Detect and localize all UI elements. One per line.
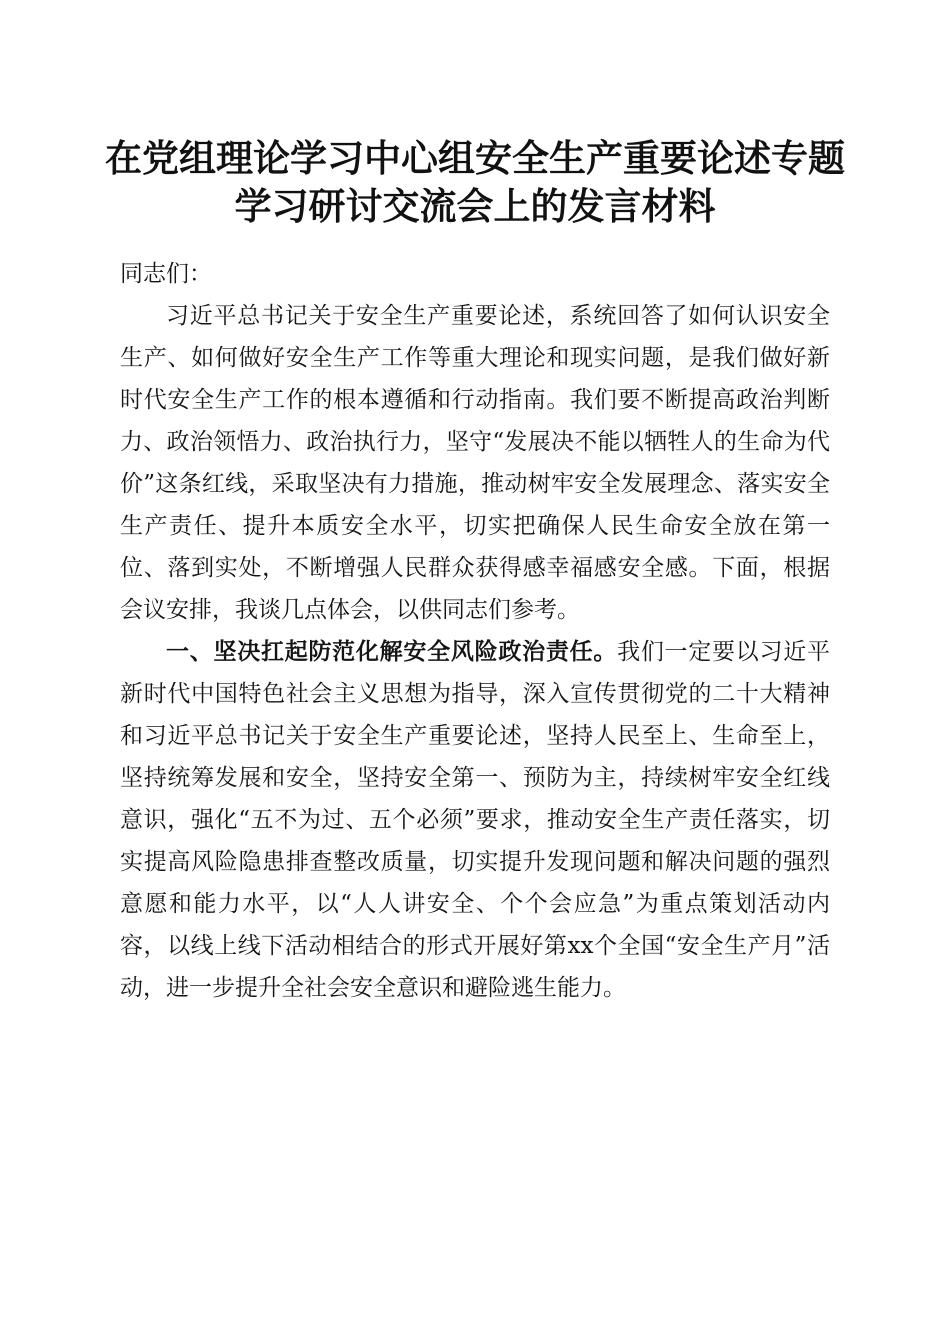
document-body: [120, 253, 830, 1009]
paragraph-section-1: [120, 631, 830, 1009]
section-1-heading: 一、坚决扛起防范化解安全风险政治责任。: [166, 639, 618, 665]
section-1-text: 我们一定要以习近平新时代中国特色社会主义思想为指导，深入宣传贯彻党的二十大精神和习近平总书记关于安全生产重要论述，坚持人民至上、生命至上，坚持统筹发展和安全，坚持安全第一、预防为主，持续树牢安全红线意识，强化“五不为过、五个必须”要求，推动安全生产责任落实，切实提高风险隐患排查整改质量，切实提升发现问题和解决问题的强烈意愿和能力水平，以“人人讲安全、个个会应急”为重点策划活动内容，以线上线下活动相结合的形式开展好第xx个全国“安全生产月”活动，进一步提升全社会安全意识和避险逃生能力。: [120, 639, 831, 1001]
paragraph-intro: 习近平总书记关于安全生产重要论述，系统回答了如何认识安全生产、如何做好安全生产工作等重大理论和现实问题，是我们做好新时代安全生产工作的根本遵循和行动指南。我们要不断提高政治判断力、政治领悟力、政治执行力，坚守“发展决不能以牺牲人的生命为代价”这条红线，采取坚决有力措施，推动树牢安全发展理念、落实安全生产责任、提升本质安全水平，切实把确保人民生命安全放在第一位、落到实处，不断增强人民群众获得感幸福感安全感。下面，根据会议安排，我谈几点体会，以供同志们参考。: [120, 303, 830, 623]
title-line-1: 在党组理论学习中心组安全生产重要论述专题: [105, 136, 845, 180]
title-line-2: 学习研讨交流会上的发言材料: [234, 184, 716, 228]
document-title: [100, 134, 850, 230]
greeting: 同志们：: [120, 261, 212, 287]
